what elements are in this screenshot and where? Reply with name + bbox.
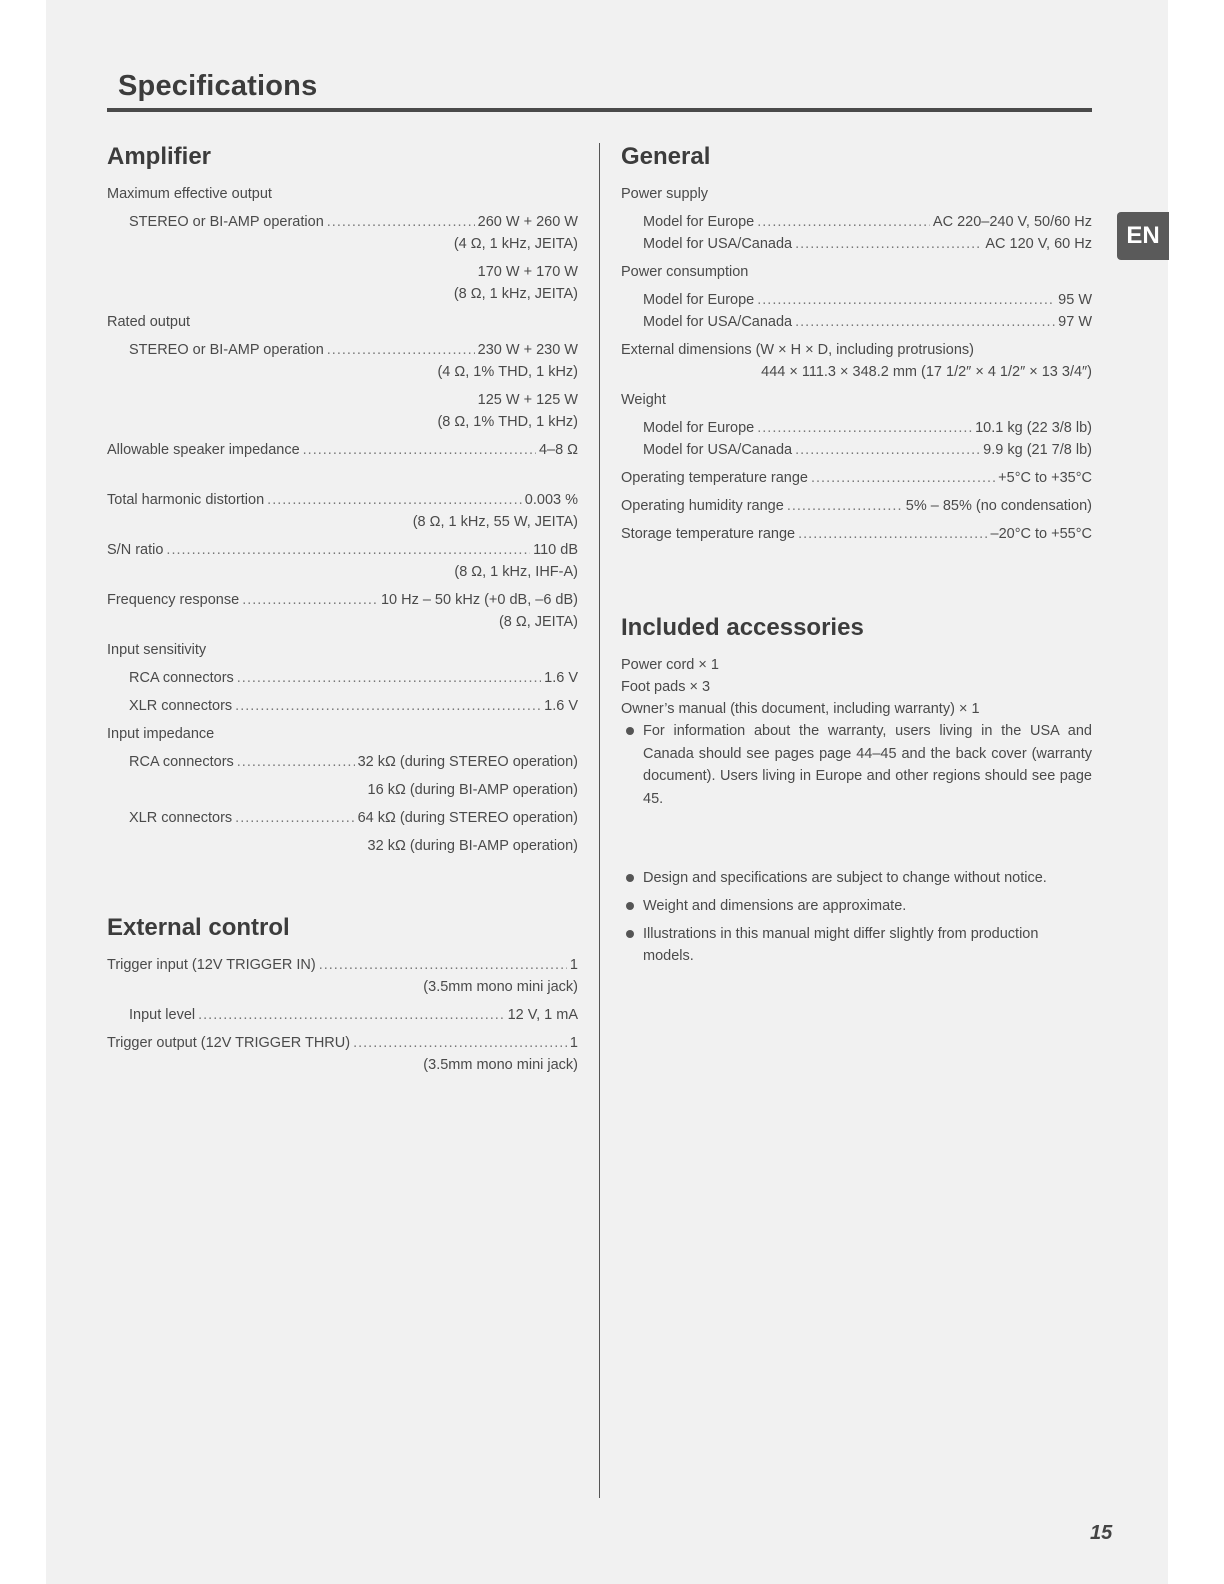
spec-row: RCA connectors ..... 1.6 V	[107, 667, 578, 689]
right-column	[621, 140, 1092, 973]
spec-group-label: Weight	[621, 392, 666, 408]
language-tab[interactable]: EN	[1117, 212, 1169, 260]
title-rule	[107, 108, 1092, 112]
general-heading: General	[621, 143, 711, 170]
external-control-heading: External control	[107, 914, 290, 941]
spec-row: XLR connectors ..... 1.6 V	[107, 695, 578, 717]
spec-group-label: Power supply	[621, 186, 709, 202]
spec-note: (4 Ω, 1 kHz, JEITA)	[453, 236, 578, 252]
note-item: Illustrations in this manual might differ slightly from production models.	[621, 923, 1092, 968]
left-column	[107, 140, 578, 1082]
spec-group-label: Maximum effective output	[107, 186, 272, 202]
spec-row: Frequency response ..... 10 Hz – 50 kHz (+0 dB, –6 dB)	[107, 589, 578, 611]
spec-note: (8 Ω, 1 kHz, JEITA)	[453, 286, 578, 302]
spec-note: 16 kΩ (during BI-AMP operation)	[367, 782, 578, 798]
spec-row: Total harmonic distortion ..... 0.003 %	[107, 489, 578, 511]
spec-group-label: Input impedance	[107, 726, 215, 742]
spec-row: Model for Europe ..... AC 220–240 V, 50/60 Hz	[621, 211, 1092, 233]
spec-note: (3.5mm mono mini jack)	[423, 1057, 578, 1073]
accessory-item: Power cord × 1	[621, 657, 719, 673]
spec-row: Trigger input (12V TRIGGER IN) ..... 1	[107, 954, 578, 976]
spec-group-label: Input sensitivity	[107, 642, 207, 658]
spec-value: 444 × 111.3 × 348.2 mm (17 1/2″ × 4 1/2″ × 13 3/4″)	[761, 364, 1092, 380]
spec-row: STEREO or BI-AMP operation ..... 260 W + 260 W	[107, 211, 578, 233]
accessory-item: Foot pads × 3	[621, 679, 711, 695]
spec-row: RCA connectors ..... 32 kΩ (during STEREO operation)	[107, 751, 578, 773]
page-title: Specifications	[118, 70, 318, 102]
page-number: 15	[1090, 1522, 1113, 1544]
spec-row: S/N ratio ..... 110 dB	[107, 539, 578, 561]
amplifier-heading: Amplifier	[107, 143, 212, 170]
spec-row: Input level ..... 12 V, 1 mA	[107, 1004, 578, 1026]
note-item: Weight and dimensions are approximate.	[621, 895, 1092, 918]
spec-row: Trigger output (12V TRIGGER THRU) ..... 1	[107, 1032, 578, 1054]
spec-note: (8 Ω, JEITA)	[498, 614, 578, 630]
spec-note: (8 Ω, 1 kHz, IHF-A)	[454, 564, 578, 580]
spec-note: (8 Ω, 1% THD, 1 kHz)	[437, 414, 578, 430]
warranty-note: For information about the warranty, users living in the USA and Canada should see pages page 44–45 and the back cover (warranty document). Users living in Europe and other regions should see page 45.	[621, 720, 1092, 810]
accessory-item: Owner’s manual (this document, including warranty) × 1	[621, 701, 980, 717]
spec-row: Model for USA/Canada ..... 9.9 kg (21 7/8 lb)	[621, 439, 1092, 461]
spec-row: XLR connectors ..... 64 kΩ (during STEREO operation)	[107, 807, 578, 829]
note-item: Design and specifications are subject to change without notice.	[621, 867, 1092, 890]
spec-row: Allowable speaker impedance ..... 4–8 Ω	[107, 439, 578, 461]
spec-row: Model for Europe ..... 10.1 kg (22 3/8 lb)	[621, 417, 1092, 439]
spec-note: 32 kΩ (during BI-AMP operation)	[367, 838, 578, 854]
spec-row: STEREO or BI-AMP operation ..... 230 W + 230 W	[107, 339, 578, 361]
spec-note: (4 Ω, 1% THD, 1 kHz)	[437, 364, 578, 380]
spec-note: (3.5mm mono mini jack)	[423, 979, 578, 995]
spec-note: (8 Ω, 1 kHz, 55 W, JEITA)	[412, 514, 578, 530]
spec-group-label: External dimensions (W × H × D, including protrusions)	[621, 342, 974, 358]
spec-group-label: Power consumption	[621, 264, 749, 280]
spec-row: Model for Europe ..... 95 W	[621, 289, 1092, 311]
spec-group-label: Rated output	[107, 314, 191, 330]
spec-row: Operating temperature range ..... +5°C to +35°C	[621, 467, 1092, 489]
column-divider	[599, 143, 600, 1498]
spec-value: 170 W + 170 W	[477, 264, 578, 280]
spec-row: Model for USA/Canada ..... 97 W	[621, 311, 1092, 333]
spec-row: Model for USA/Canada ..... AC 120 V, 60 Hz	[621, 233, 1092, 255]
spec-row: Operating humidity range ..... 5% – 85% (no condensation)	[621, 495, 1092, 517]
spec-row: Storage temperature range ..... –20°C to +55°C	[621, 523, 1092, 545]
spec-value: 125 W + 125 W	[477, 392, 578, 408]
accessories-heading: Included accessories	[621, 614, 864, 641]
